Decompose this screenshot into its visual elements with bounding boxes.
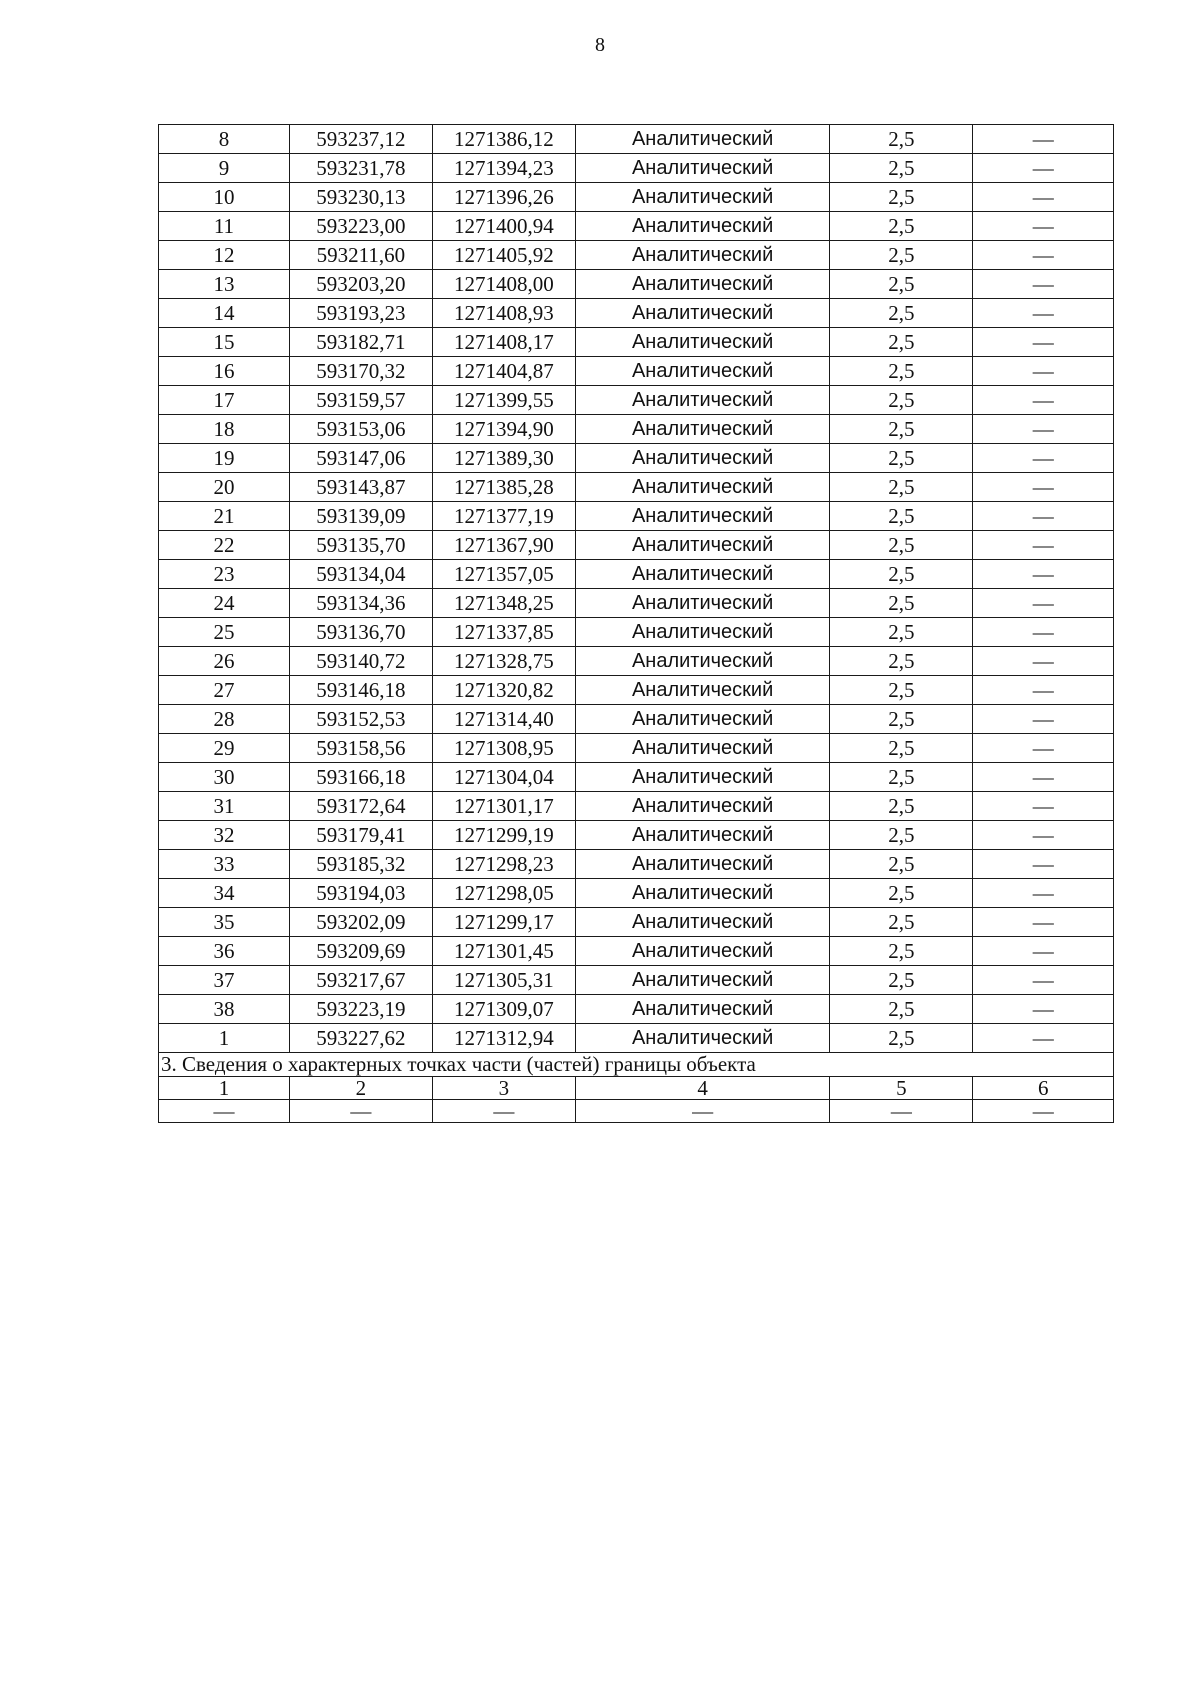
x-coordinate-cell: 593134,36 bbox=[289, 589, 432, 618]
point-number-cell: 33 bbox=[159, 850, 290, 879]
accuracy-cell: 2,5 bbox=[830, 241, 973, 270]
accuracy-cell: 2,5 bbox=[830, 589, 973, 618]
table-row bbox=[159, 734, 1114, 763]
x-coordinate-cell: 593159,57 bbox=[289, 386, 432, 415]
table-row bbox=[159, 763, 1114, 792]
point-number-cell: 30 bbox=[159, 763, 290, 792]
method-cell: Аналитический bbox=[575, 270, 830, 299]
column-number-header: 2 bbox=[289, 1077, 432, 1100]
accuracy-cell: 2,5 bbox=[830, 560, 973, 589]
section-title: 3. Сведения о характерных точках части (частей) границы объекта bbox=[159, 1053, 1114, 1077]
table-row bbox=[159, 328, 1114, 357]
y-coordinate-cell: 1271404,87 bbox=[432, 357, 575, 386]
method-cell: Аналитический bbox=[575, 531, 830, 560]
x-coordinate-cell: 593203,20 bbox=[289, 270, 432, 299]
accuracy-cell: 2,5 bbox=[830, 763, 973, 792]
point-number-cell: 25 bbox=[159, 618, 290, 647]
point-number-cell: 27 bbox=[159, 676, 290, 705]
y-coordinate-cell: 1271394,23 bbox=[432, 154, 575, 183]
table-row bbox=[159, 444, 1114, 473]
y-coordinate-cell: 1271408,17 bbox=[432, 328, 575, 357]
point-number-cell: 31 bbox=[159, 792, 290, 821]
point-number-cell: 35 bbox=[159, 908, 290, 937]
description-cell: — bbox=[973, 328, 1114, 357]
empty-value-cell: — bbox=[973, 1100, 1114, 1123]
y-coordinate-cell: 1271400,94 bbox=[432, 212, 575, 241]
column-number-header: 1 bbox=[159, 1077, 290, 1100]
table-row bbox=[159, 212, 1114, 241]
point-number-cell: 28 bbox=[159, 705, 290, 734]
coordinates-table-body bbox=[159, 125, 1114, 1123]
method-cell: Аналитический bbox=[575, 560, 830, 589]
description-cell: — bbox=[973, 560, 1114, 589]
y-coordinate-cell: 1271314,40 bbox=[432, 705, 575, 734]
point-number-cell: 14 bbox=[159, 299, 290, 328]
description-cell: — bbox=[973, 850, 1114, 879]
y-coordinate-cell: 1271312,94 bbox=[432, 1024, 575, 1053]
x-coordinate-cell: 593185,32 bbox=[289, 850, 432, 879]
table-row bbox=[159, 154, 1114, 183]
point-number-cell: 34 bbox=[159, 879, 290, 908]
table-row bbox=[159, 879, 1114, 908]
description-cell: — bbox=[973, 270, 1114, 299]
description-cell: — bbox=[973, 444, 1114, 473]
method-cell: Аналитический bbox=[575, 1024, 830, 1053]
x-coordinate-cell: 593194,03 bbox=[289, 879, 432, 908]
y-coordinate-cell: 1271399,55 bbox=[432, 386, 575, 415]
accuracy-cell: 2,5 bbox=[830, 270, 973, 299]
column-number-header: 5 bbox=[830, 1077, 973, 1100]
description-cell: — bbox=[973, 589, 1114, 618]
description-cell: — bbox=[973, 415, 1114, 444]
x-coordinate-cell: 593223,19 bbox=[289, 995, 432, 1024]
method-cell: Аналитический bbox=[575, 183, 830, 212]
point-number-cell: 38 bbox=[159, 995, 290, 1024]
y-coordinate-cell: 1271298,05 bbox=[432, 879, 575, 908]
accuracy-cell: 2,5 bbox=[830, 821, 973, 850]
accuracy-cell: 2,5 bbox=[830, 415, 973, 444]
y-coordinate-cell: 1271377,19 bbox=[432, 502, 575, 531]
method-cell: Аналитический bbox=[575, 125, 830, 154]
x-coordinate-cell: 593146,18 bbox=[289, 676, 432, 705]
table-row bbox=[159, 966, 1114, 995]
point-number-cell: 8 bbox=[159, 125, 290, 154]
method-cell: Аналитический bbox=[575, 328, 830, 357]
point-number-cell: 18 bbox=[159, 415, 290, 444]
column-number-header: 3 bbox=[432, 1077, 575, 1100]
accuracy-cell: 2,5 bbox=[830, 531, 973, 560]
description-cell: — bbox=[973, 792, 1114, 821]
description-cell: — bbox=[973, 212, 1114, 241]
method-cell: Аналитический bbox=[575, 966, 830, 995]
description-cell: — bbox=[973, 386, 1114, 415]
empty-value-cell: — bbox=[159, 1100, 290, 1123]
method-cell: Аналитический bbox=[575, 241, 830, 270]
accuracy-cell: 2,5 bbox=[830, 328, 973, 357]
method-cell: Аналитический bbox=[575, 357, 830, 386]
x-coordinate-cell: 593182,71 bbox=[289, 328, 432, 357]
y-coordinate-cell: 1271301,17 bbox=[432, 792, 575, 821]
table-row bbox=[159, 473, 1114, 502]
description-cell: — bbox=[973, 995, 1114, 1024]
accuracy-cell: 2,5 bbox=[830, 676, 973, 705]
accuracy-cell: 2,5 bbox=[830, 792, 973, 821]
accuracy-cell: 2,5 bbox=[830, 212, 973, 241]
y-coordinate-cell: 1271385,28 bbox=[432, 473, 575, 502]
description-cell: — bbox=[973, 879, 1114, 908]
description-cell: — bbox=[973, 299, 1114, 328]
x-coordinate-cell: 593172,64 bbox=[289, 792, 432, 821]
x-coordinate-cell: 593237,12 bbox=[289, 125, 432, 154]
empty-value-cell: — bbox=[830, 1100, 973, 1123]
y-coordinate-cell: 1271396,26 bbox=[432, 183, 575, 212]
accuracy-cell: 2,5 bbox=[830, 444, 973, 473]
table-row bbox=[159, 618, 1114, 647]
table-row bbox=[159, 241, 1114, 270]
accuracy-cell: 2,5 bbox=[830, 850, 973, 879]
y-coordinate-cell: 1271367,90 bbox=[432, 531, 575, 560]
description-cell: — bbox=[973, 734, 1114, 763]
empty-value-cell: — bbox=[575, 1100, 830, 1123]
table-row bbox=[159, 995, 1114, 1024]
table-row bbox=[159, 183, 1114, 212]
accuracy-cell: 2,5 bbox=[830, 183, 973, 212]
table-row bbox=[159, 560, 1114, 589]
point-number-cell: 37 bbox=[159, 966, 290, 995]
table-row bbox=[159, 299, 1114, 328]
x-coordinate-cell: 593139,09 bbox=[289, 502, 432, 531]
x-coordinate-cell: 593152,53 bbox=[289, 705, 432, 734]
y-coordinate-cell: 1271309,07 bbox=[432, 995, 575, 1024]
point-number-cell: 19 bbox=[159, 444, 290, 473]
table-row bbox=[159, 357, 1114, 386]
x-coordinate-cell: 593231,78 bbox=[289, 154, 432, 183]
description-cell: — bbox=[973, 357, 1114, 386]
y-coordinate-cell: 1271299,17 bbox=[432, 908, 575, 937]
x-coordinate-cell: 593170,32 bbox=[289, 357, 432, 386]
point-number-cell: 20 bbox=[159, 473, 290, 502]
description-cell: — bbox=[973, 183, 1114, 212]
method-cell: Аналитический bbox=[575, 618, 830, 647]
table-row bbox=[159, 850, 1114, 879]
table-row bbox=[159, 415, 1114, 444]
y-coordinate-cell: 1271389,30 bbox=[432, 444, 575, 473]
method-cell: Аналитический bbox=[575, 937, 830, 966]
method-cell: Аналитический bbox=[575, 908, 830, 937]
accuracy-cell: 2,5 bbox=[830, 908, 973, 937]
x-coordinate-cell: 593211,60 bbox=[289, 241, 432, 270]
point-number-cell: 12 bbox=[159, 241, 290, 270]
point-number-cell: 13 bbox=[159, 270, 290, 299]
method-cell: Аналитический bbox=[575, 415, 830, 444]
x-coordinate-cell: 593135,70 bbox=[289, 531, 432, 560]
method-cell: Аналитический bbox=[575, 763, 830, 792]
accuracy-cell: 2,5 bbox=[830, 502, 973, 531]
y-coordinate-cell: 1271357,05 bbox=[432, 560, 575, 589]
point-number-cell: 11 bbox=[159, 212, 290, 241]
method-cell: Аналитический bbox=[575, 705, 830, 734]
method-cell: Аналитический bbox=[575, 676, 830, 705]
table-row bbox=[159, 589, 1114, 618]
point-number-cell: 22 bbox=[159, 531, 290, 560]
method-cell: Аналитический bbox=[575, 502, 830, 531]
y-coordinate-cell: 1271408,93 bbox=[432, 299, 575, 328]
method-cell: Аналитический bbox=[575, 386, 830, 415]
point-number-cell: 16 bbox=[159, 357, 290, 386]
y-coordinate-cell: 1271348,25 bbox=[432, 589, 575, 618]
point-number-cell: 21 bbox=[159, 502, 290, 531]
method-cell: Аналитический bbox=[575, 212, 830, 241]
empty-value-cell: — bbox=[289, 1100, 432, 1123]
y-coordinate-cell: 1271386,12 bbox=[432, 125, 575, 154]
section-data-row bbox=[159, 1100, 1114, 1123]
table-row bbox=[159, 908, 1114, 937]
x-coordinate-cell: 593134,04 bbox=[289, 560, 432, 589]
x-coordinate-cell: 593153,06 bbox=[289, 415, 432, 444]
point-number-cell: 23 bbox=[159, 560, 290, 589]
y-coordinate-cell: 1271408,00 bbox=[432, 270, 575, 299]
description-cell: — bbox=[973, 763, 1114, 792]
accuracy-cell: 2,5 bbox=[830, 618, 973, 647]
x-coordinate-cell: 593158,56 bbox=[289, 734, 432, 763]
point-number-cell: 24 bbox=[159, 589, 290, 618]
y-coordinate-cell: 1271304,04 bbox=[432, 763, 575, 792]
description-cell: — bbox=[973, 531, 1114, 560]
table-row bbox=[159, 270, 1114, 299]
description-cell: — bbox=[973, 647, 1114, 676]
point-number-cell: 29 bbox=[159, 734, 290, 763]
description-cell: — bbox=[973, 676, 1114, 705]
accuracy-cell: 2,5 bbox=[830, 154, 973, 183]
y-coordinate-cell: 1271328,75 bbox=[432, 647, 575, 676]
method-cell: Аналитический bbox=[575, 444, 830, 473]
x-coordinate-cell: 593147,06 bbox=[289, 444, 432, 473]
point-number-cell: 9 bbox=[159, 154, 290, 183]
accuracy-cell: 2,5 bbox=[830, 879, 973, 908]
description-cell: — bbox=[973, 502, 1114, 531]
description-cell: — bbox=[973, 618, 1114, 647]
empty-value-cell: — bbox=[432, 1100, 575, 1123]
x-coordinate-cell: 593202,09 bbox=[289, 908, 432, 937]
method-cell: Аналитический bbox=[575, 299, 830, 328]
page-number: 8 bbox=[595, 34, 605, 56]
table-row bbox=[159, 1024, 1114, 1053]
table-row bbox=[159, 792, 1114, 821]
x-coordinate-cell: 593166,18 bbox=[289, 763, 432, 792]
method-cell: Аналитический bbox=[575, 879, 830, 908]
description-cell: — bbox=[973, 1024, 1114, 1053]
description-cell: — bbox=[973, 821, 1114, 850]
description-cell: — bbox=[973, 966, 1114, 995]
table-row bbox=[159, 821, 1114, 850]
table-row bbox=[159, 647, 1114, 676]
point-number-cell: 26 bbox=[159, 647, 290, 676]
table-row bbox=[159, 531, 1114, 560]
method-cell: Аналитический bbox=[575, 734, 830, 763]
y-coordinate-cell: 1271298,23 bbox=[432, 850, 575, 879]
y-coordinate-cell: 1271301,45 bbox=[432, 937, 575, 966]
x-coordinate-cell: 593140,72 bbox=[289, 647, 432, 676]
point-number-cell: 15 bbox=[159, 328, 290, 357]
table-row bbox=[159, 502, 1114, 531]
x-coordinate-cell: 593230,13 bbox=[289, 183, 432, 212]
section-title-row bbox=[159, 1053, 1114, 1077]
x-coordinate-cell: 593209,69 bbox=[289, 937, 432, 966]
table-row bbox=[159, 125, 1114, 154]
accuracy-cell: 2,5 bbox=[830, 299, 973, 328]
point-number-cell: 1 bbox=[159, 1024, 290, 1053]
accuracy-cell: 2,5 bbox=[830, 473, 973, 502]
table-row bbox=[159, 937, 1114, 966]
x-coordinate-cell: 593223,00 bbox=[289, 212, 432, 241]
table-row bbox=[159, 386, 1114, 415]
method-cell: Аналитический bbox=[575, 647, 830, 676]
column-number-header: 4 bbox=[575, 1077, 830, 1100]
accuracy-cell: 2,5 bbox=[830, 705, 973, 734]
method-cell: Аналитический bbox=[575, 821, 830, 850]
x-coordinate-cell: 593136,70 bbox=[289, 618, 432, 647]
point-number-cell: 36 bbox=[159, 937, 290, 966]
x-coordinate-cell: 593193,23 bbox=[289, 299, 432, 328]
accuracy-cell: 2,5 bbox=[830, 937, 973, 966]
column-number-header: 6 bbox=[973, 1077, 1114, 1100]
y-coordinate-cell: 1271405,92 bbox=[432, 241, 575, 270]
table-row bbox=[159, 676, 1114, 705]
y-coordinate-cell: 1271394,90 bbox=[432, 415, 575, 444]
description-cell: — bbox=[973, 937, 1114, 966]
method-cell: Аналитический bbox=[575, 792, 830, 821]
method-cell: Аналитический bbox=[575, 850, 830, 879]
description-cell: — bbox=[973, 908, 1114, 937]
x-coordinate-cell: 593227,62 bbox=[289, 1024, 432, 1053]
x-coordinate-cell: 593217,67 bbox=[289, 966, 432, 995]
accuracy-cell: 2,5 bbox=[830, 1024, 973, 1053]
accuracy-cell: 2,5 bbox=[830, 125, 973, 154]
coordinates-table bbox=[158, 124, 1114, 1123]
description-cell: — bbox=[973, 473, 1114, 502]
accuracy-cell: 2,5 bbox=[830, 357, 973, 386]
y-coordinate-cell: 1271308,95 bbox=[432, 734, 575, 763]
accuracy-cell: 2,5 bbox=[830, 734, 973, 763]
y-coordinate-cell: 1271299,19 bbox=[432, 821, 575, 850]
method-cell: Аналитический bbox=[575, 589, 830, 618]
accuracy-cell: 2,5 bbox=[830, 386, 973, 415]
method-cell: Аналитический bbox=[575, 995, 830, 1024]
accuracy-cell: 2,5 bbox=[830, 647, 973, 676]
accuracy-cell: 2,5 bbox=[830, 995, 973, 1024]
description-cell: — bbox=[973, 125, 1114, 154]
point-number-cell: 32 bbox=[159, 821, 290, 850]
accuracy-cell: 2,5 bbox=[830, 966, 973, 995]
method-cell: Аналитический bbox=[575, 473, 830, 502]
description-cell: — bbox=[973, 241, 1114, 270]
description-cell: — bbox=[973, 705, 1114, 734]
y-coordinate-cell: 1271320,82 bbox=[432, 676, 575, 705]
y-coordinate-cell: 1271305,31 bbox=[432, 966, 575, 995]
x-coordinate-cell: 593143,87 bbox=[289, 473, 432, 502]
x-coordinate-cell: 593179,41 bbox=[289, 821, 432, 850]
method-cell: Аналитический bbox=[575, 154, 830, 183]
y-coordinate-cell: 1271337,85 bbox=[432, 618, 575, 647]
point-number-cell: 17 bbox=[159, 386, 290, 415]
section-header-row bbox=[159, 1077, 1114, 1100]
description-cell: — bbox=[973, 154, 1114, 183]
point-number-cell: 10 bbox=[159, 183, 290, 212]
table-row bbox=[159, 705, 1114, 734]
